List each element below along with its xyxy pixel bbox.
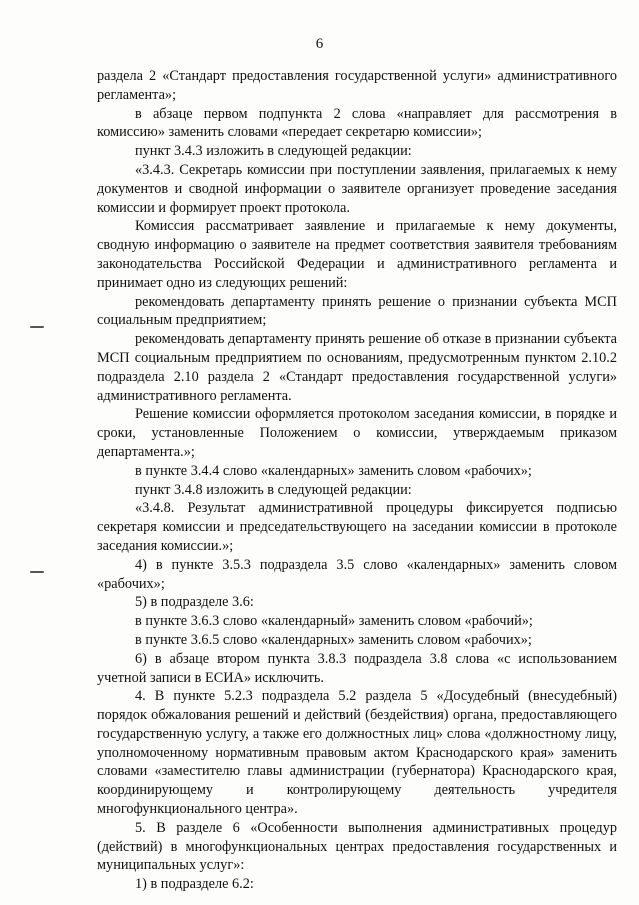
paragraph: «3.4.8. Результат административной процедуры фиксируется подписью секретаря комиссии и председательствующего на заседании комиссии в протоколе заседания комиссии.»; [97,500,617,554]
paragraph: 5) в подразделе 3.6: [135,594,254,611]
margin-dash-mark [30,326,44,328]
paragraph: в пункте 3.6.3 слово «календарный» заменить словом «рабочий»; [135,613,533,630]
paragraph: в пункте 3.6.5 слово «календарных» заменить словом «рабочих»; [135,631,532,648]
paragraph: «3.4.3. Секретарь комиссии при поступлении заявления, прилагаемых к нему документов и сводной информации о заявителе организует проведение заседания комиссии и формирует проект протокола. [97,161,617,216]
paragraph: рекомендовать департаменту принять решение о признании субъекта МСП социальным предприятием; [97,293,617,329]
paragraph: 5. В разделе 6 «Особенности выполнения административных процедур (действий) в многофункциональных центрах предоставления государственных и муниципальных услуг»: [97,819,617,874]
paragraph: в пункте 3.4.4 слово «календарных» заменить словом «рабочих»; [135,462,532,479]
paragraph: 1) в подразделе 6.2: [135,876,254,893]
paragraph: рекомендовать департаменту принять решение об отказе в признании субъекта МСП социальным предприятием по основаниям, предусмотренным пунктом 2.10.2 подраздела 2.10 раздела 2 «Стандарт предоставления государственной услуги» административного регламента. [97,331,617,404]
document-body [97,67,617,894]
margin-dash-mark [30,571,44,573]
paragraph: пункт 3.4.8 изложить в следующей редакции: [135,481,412,498]
page-number: 6 [315,36,324,52]
paragraph: Решение комиссии оформляется протоколом заседания комиссии, в порядке и сроки, установленные Положением о комиссии, утверждаемым приказом департамента.»; [97,406,617,460]
paragraph: Комиссия рассматривает заявление и прилагаемые к нему документы, сводную информацию о заявителе на предмет соответствия заявителя требованиям законодательства Российской Федерации и административного регламента и принимает одно из следующих решений: [97,218,617,291]
paragraph: 4. В пункте 5.2.3 подраздела 5.2 раздела 5 «Досудебный (внесудебный) порядок обжалования решений и действий (бездействия) органа, предоставляющего государственную услугу, а также его должностных лиц» слова «должностному лицу, уполномоченному нормативным правовым актом Краснодарского края» заменить словами «заместителю главы администрации (губернатора) Краснодарского края, координирующему и контролирующему деятельность учредителя многофункционального центра». [97,688,617,818]
paragraph: пункт 3.4.3 изложить в следующей редакции: [135,143,412,160]
paragraph: 4) в пункте 3.5.3 подраздела 3.5 слово «календарных» заменить словом «рабочих»; [97,556,617,592]
paragraph: 6) в абзаце втором пункта 3.8.3 подраздела 3.8 слова «с использованием учетной записи в ЕСИА» исключить. [97,650,617,686]
paragraph: раздела 2 «Стандарт предоставления государственной услуги» административного регламента»; [97,68,617,103]
paragraph: в абзаце первом подпункта 2 слова «направляет для рассмотрения в комиссию» заменить словами «передает секретарю комиссии»; [97,105,617,141]
